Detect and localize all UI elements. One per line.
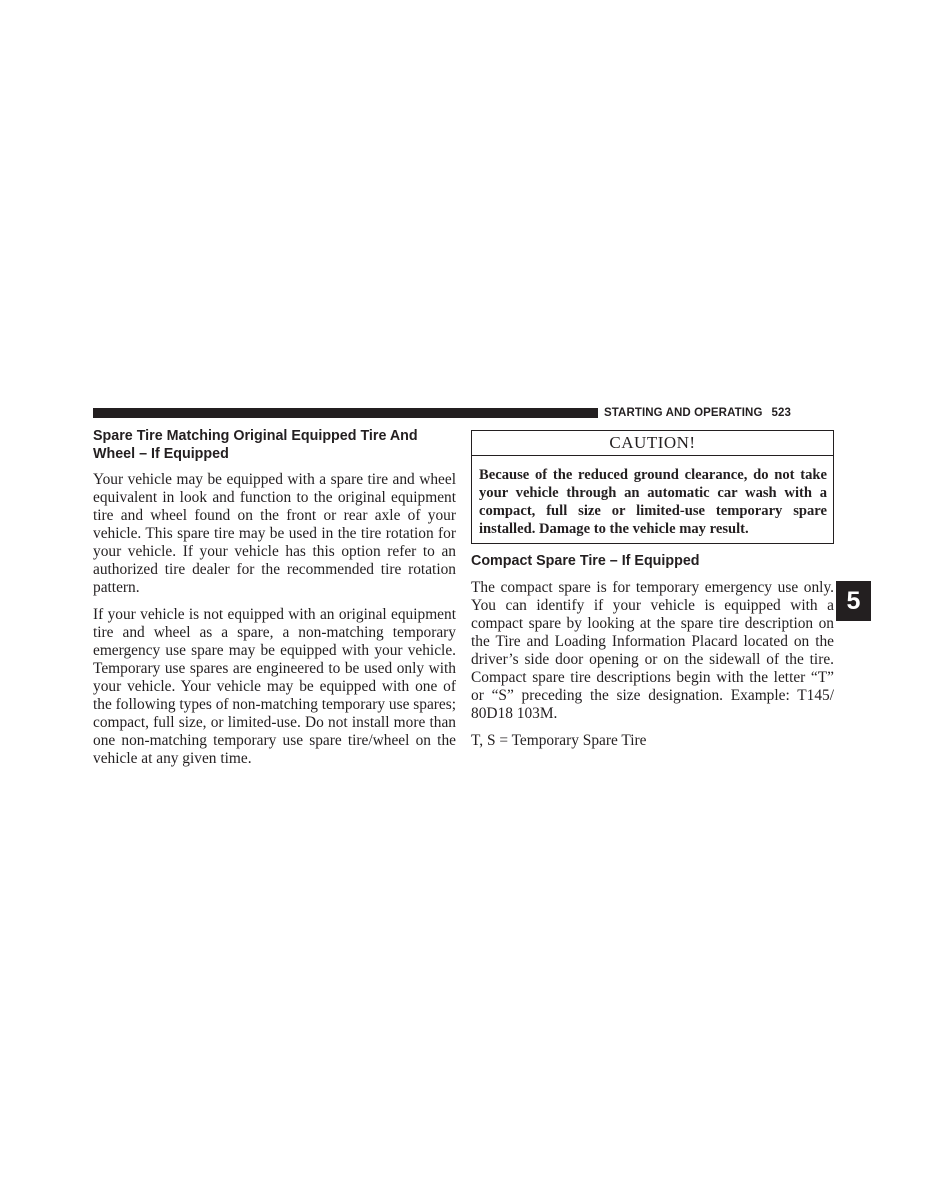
paragraph: The compact spare is for temporary emergency use only. You can identify if your vehicle is equipped with a compact spare by looking at the spare tire description on the Tire and Loading Information Placard located on the driver’s side door opening or on the sidewall of the tire. Compact spare tire descriptions begin with the letter “T” or “S” preceding the size designation. Example: T145/ 80D18 103M. <box>471 579 834 722</box>
chapter-tab: 5 <box>836 581 871 621</box>
caution-box <box>471 430 834 544</box>
header-section-title: STARTING AND OPERATING <box>604 407 763 419</box>
caution-text: Because of the reduced ground clearance, do not take your vehicle through an automatic car wash with a compact, full size or limited-use temporary spare installed. Damage to the vehicle may result. <box>479 467 827 537</box>
page-number: 523 <box>771 407 792 419</box>
left-column <box>93 427 456 768</box>
section-heading-compact-spare: Compact Spare Tire – If Equipped <box>471 553 700 569</box>
paragraph: If your vehicle is not equipped with an original equipment tire and wheel as a spare, a non-matching temporary emergency use spare may be equipped with your vehicle. Temporary use spares are engineered to be used only with your vehicle. Your vehicle may be equipped with one of the following types of non-matching temporary use spares; compact, full size, or limited-use. Do not install more than one non-matching temporary use spare tire/wheel on the vehicle at any given time. <box>93 606 456 767</box>
section-heading-spare-matching: Spare Tire Matching Original Equipped Tire And Wheel – If Equipped <box>93 428 418 462</box>
paragraph: Your vehicle may be equipped with a spare tire and wheel equivalent in look and function to the original equipment tire and wheel found on the front or rear axle of your vehicle. This spare tire may be used in the tire rotation for your vehicle. If your vehicle has this option refer to an authorized tire dealer for the recommended tire rotation pattern. <box>93 471 456 596</box>
header-rule <box>93 408 598 418</box>
caution-title: CAUTION! <box>472 431 833 456</box>
running-header <box>604 404 836 422</box>
paragraph: T, S = Temporary Spare Tire <box>471 732 647 749</box>
right-column <box>471 430 834 750</box>
